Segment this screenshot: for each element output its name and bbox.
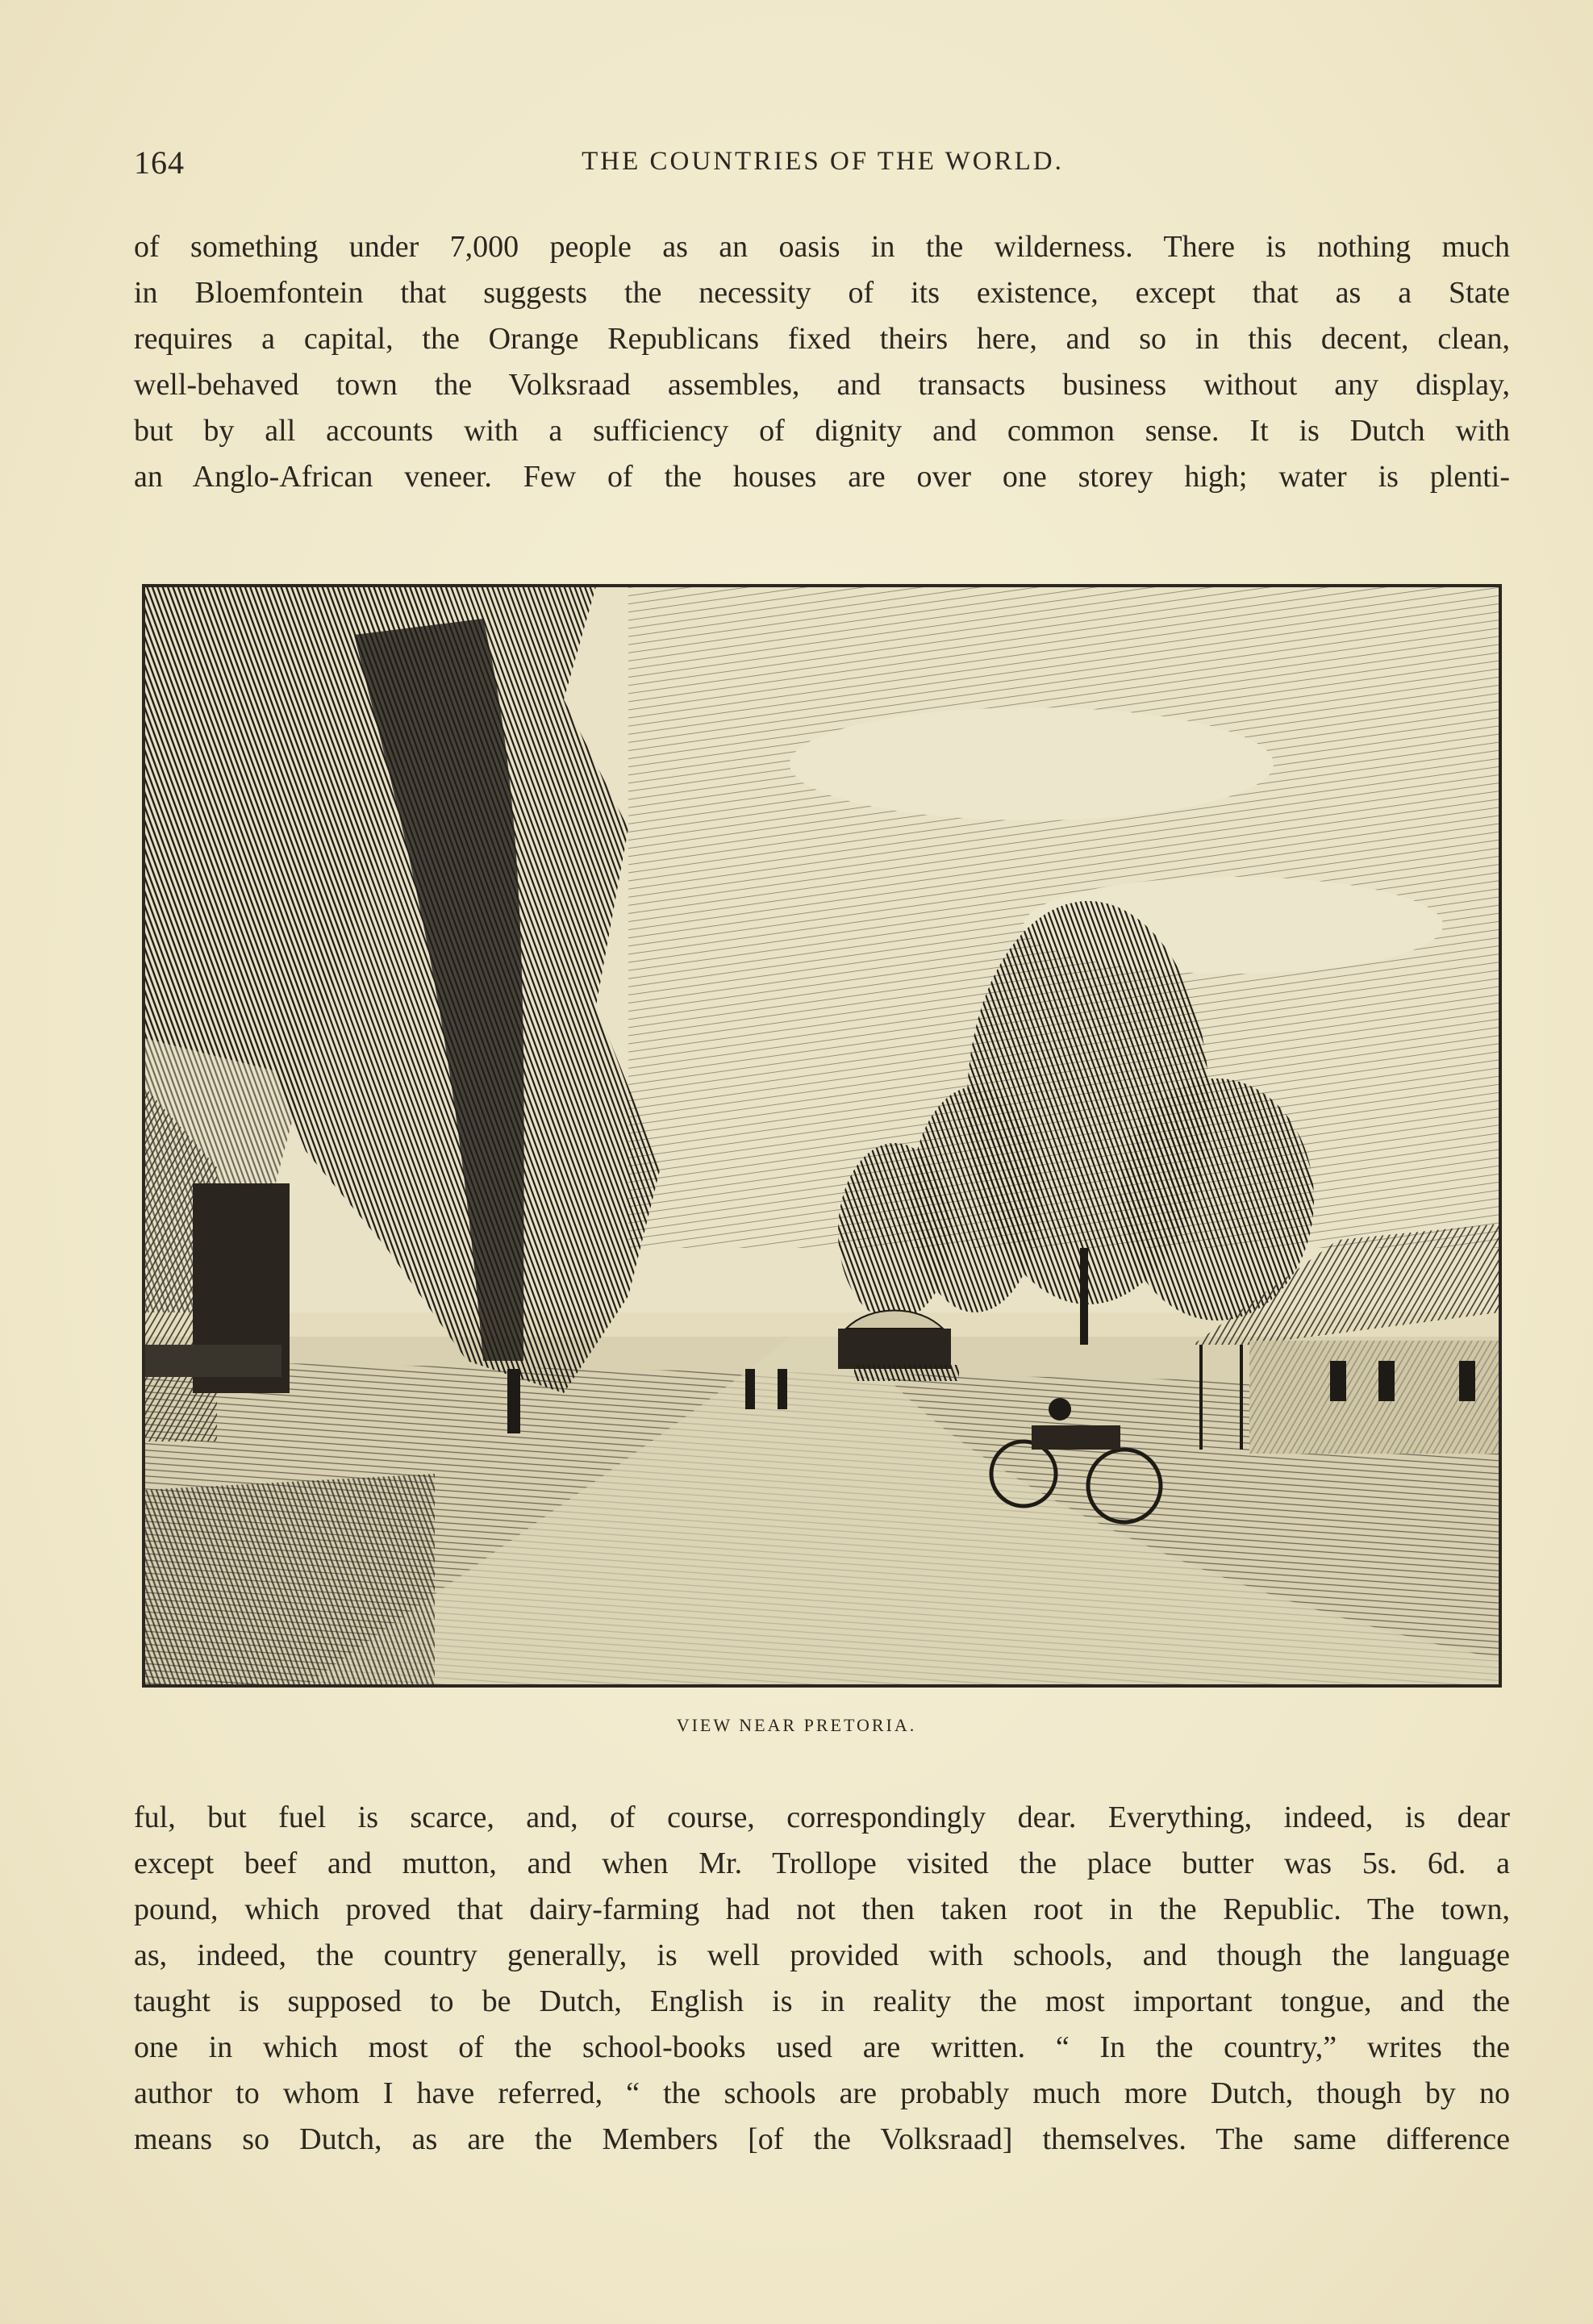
- ox-wagon: [838, 1311, 959, 1382]
- text-line: but by all accounts with a sufficiency of dignity and common sense. It is Dutch with: [134, 414, 1510, 448]
- figure-caption: VIEW NEAR PRETORIA.: [676, 1715, 917, 1735]
- text-line: of something under 7,000 people as an oasis in the wilderness. There is nothing much: [134, 230, 1510, 264]
- text-line: means so Dutch, as are the Members [of the Volksraad] themselves. The same difference: [134, 2122, 1510, 2156]
- text-line: as, indeed, the country generally, is well provided with schools, and though the language: [134, 1938, 1510, 1972]
- page-number: 164: [134, 144, 185, 181]
- text-line: well-behaved town the Volksraad assembles, and transacts business without any display,: [134, 368, 1510, 402]
- text-line: an Anglo-African veneer. Few of the houses are over one storey high; water is plenti-: [134, 460, 1510, 494]
- text-line: taught is supposed to be Dutch, English is in reality the most important tongue, and the: [134, 1984, 1510, 2018]
- engraving-illustration: [144, 586, 1499, 1685]
- text-line: one in which most of the school-books used are written. “ In the country,” writes the: [134, 2030, 1510, 2064]
- text-line: ful, but fuel is scarce, and, of course, correspondingly dear. Everything, indeed, is dear: [134, 1800, 1510, 1834]
- running-head: [134, 144, 1512, 184]
- text-line: except beef and mutton, and when Mr. Trollope visited the place butter was 5s. 6d. a: [134, 1846, 1510, 1880]
- text-line: requires a capital, the Orange Republicans fixed theirs here, and so in this decent, clean,: [134, 322, 1510, 356]
- text-line: pound, which proved that dairy-farming had not then taken root in the Republic. The town,: [134, 1892, 1510, 1926]
- text-line: in Bloemfontein that suggests the necessity of its existence, except that as a State: [134, 276, 1510, 310]
- paragraph-bottom: [134, 1795, 1510, 2163]
- paragraph-top: [134, 224, 1510, 500]
- running-title: THE COUNTRIES OF THE WORLD.: [582, 147, 1064, 176]
- illustration-figure: [142, 584, 1502, 1688]
- text-line: author to whom I have referred, “ the schools are probably much more Dutch, though by no: [134, 2076, 1510, 2110]
